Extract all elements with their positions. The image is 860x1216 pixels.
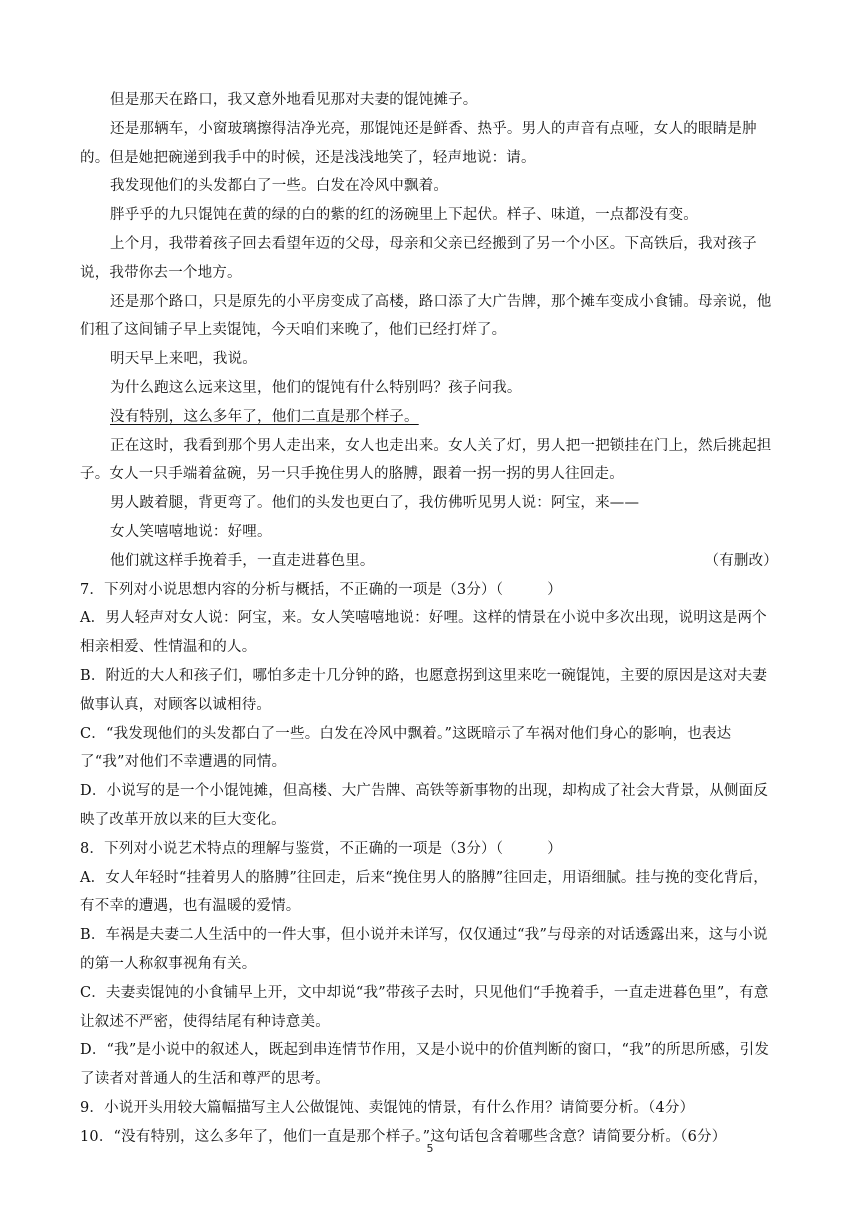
question-7-option-d: D．小说写的是一个小馄饨摊，但高楼、大广告牌、高铁等新事物的出现，却构成了社会大背景，从侧面反映了改革开放以来的巨大变化。 [80, 783, 769, 828]
story-paragraph: 男人跛着腿，背更弯了。他们的头发也更白了，我仿佛听见男人说：阿宝，来—— [110, 495, 640, 512]
question-7-stem: 7．下列对小说思想内容的分析与概括，不正确的一项是（3分）（ ） [80, 581, 562, 598]
question-7-option-c: C．“我发现他们的头发都白了一些。白发在冷风中飘着。”这既暗示了车祸对他们身心的影响，也表达了“我”对他们不幸遭遇的同情。 [80, 725, 732, 771]
question-8-option-d: D．“我”是小说中的叙述人，既起到串连情节作用，又是小说中的价值判断的窗口，“我”的所思所感，引发了读者对普通人的生活和尊严的思考。 [80, 1042, 770, 1088]
story-paragraph: 为什么跑这么远来这里，他们的馄饨有什么特别吗？孩子问我。 [110, 379, 522, 396]
question-9: 9．小说开头用较大篇幅描写主人公做馄饨、卖馄饨的情景，有什么作用？请简要分析。（4分） [80, 1099, 695, 1116]
question-8-option-c: C．夫妻卖馄饨的小食铺早上开，文中却说“我”带孩子去时，只见他们“手挽着手，一直走进暮色里”，有意让叙述不严密，使得结尾有种诗意美。 [80, 984, 769, 1030]
story-final-paragraph [80, 547, 780, 576]
story-paragraph: 还是那个路口，只是原先的小平房变成了高楼，路口添了大广告牌，那个摊车变成小食铺。母亲说，他们租了这间铺子早上卖馄饨，今天咱们来晚了，他们已经打烊了。 [80, 293, 772, 339]
question-10: 10．“没有特别，这么多年了，他们一直是那个样子。”这句话包含着哪些含意？请简要分析。（6分） [80, 1128, 727, 1145]
story-paragraph: 但是那天在路口，我又意外地看见那对夫妻的馄饨摊子。 [110, 92, 478, 108]
page-number: 5 [426, 1142, 434, 1155]
abridged-note: （有删改） [704, 552, 778, 569]
underlined-sentence: 没有特别，这么多年了，他们二直是那个样子。 [110, 408, 419, 425]
document-body [80, 86, 780, 1151]
story-paragraph: 明天早上来吧，我说。 [110, 351, 257, 368]
story-paragraph: 还是那辆车，小窗玻璃擦得洁净光亮，那馄饨还是鲜香、热乎。男人的声音有点哑，女人的眼睛是肿的。但是她把碗递到我手中的时候，还是浅浅地笑了，轻声地说：请。 [80, 120, 757, 166]
story-paragraph: 胖乎乎的九只馄饨在黄的绿的白的紫的红的汤碗里上下起伏。样子、味道，一点都没有变。 [110, 207, 698, 224]
story-paragraph: 正在这时，我看到那个男人走出来，女人也走出来。女人关了灯，男人把一把锁挂在门上，然后挑起担子。女人一只手端着盆碗，另一只手挽住男人的胳膊，跟着一拐一拐的男人往回走。 [80, 437, 772, 483]
question-7-option-a: A．男人轻声对女人说：阿宝，来。女人笑嘻嘻地说：好哩。这样的情景在小说中多次出现，说明这是两个相亲相爱、性情温和的人。 [80, 610, 767, 656]
story-paragraph: 女人笑嘻嘻地说：好哩。 [110, 523, 272, 540]
story-paragraph: 上个月，我带着孩子回去看望年迈的父母，母亲和父亲已经搬到了另一个小区。下高铁后，我对孩子说，我带你去一个地方。 [80, 235, 757, 281]
question-8-option-b: B．车祸是夫妻二人生活中的一件大事，但小说并未详写，仅仅通过“我”与母亲的对话透露出来，这与小说的第一人称叙事视角有关。 [80, 927, 768, 972]
question-7-option-b: B．附近的大人和孩子们，哪怕多走十几分钟的路，也愿意拐到这里来吃一碗馄饨，主要的原因是这对夫妻做事认真，对顾客以诚相待。 [80, 667, 768, 713]
question-8-option-a: A．女人年轻时“挂着男人的胳膊”往回走，后来“挽住男人的胳膊”往回走，用语细腻。挂与挽的变化背后，有不幸的遭遇，也有温暖的爱情。 [80, 869, 768, 915]
story-paragraph-underlined [80, 403, 780, 432]
question-8-stem: 8．下列对小说艺术特点的理解与鉴赏，不正确的一项是（3分）（ ） [80, 840, 562, 857]
story-final-sentence: 他们就这样手挽着手，一直走进暮色里。 [110, 552, 375, 569]
story-paragraph: 我发现他们的头发都白了一些。白发在冷风中飘着。 [110, 178, 449, 195]
